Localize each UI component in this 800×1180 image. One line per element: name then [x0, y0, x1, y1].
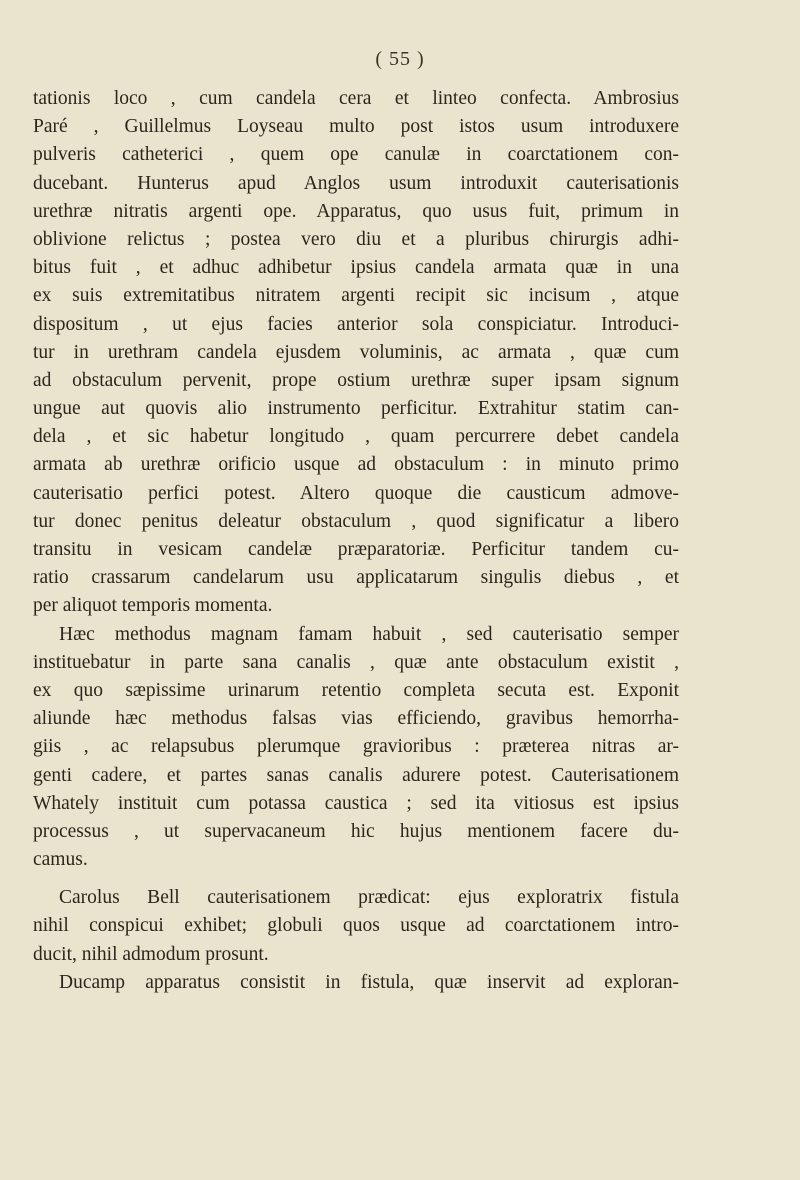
text-line: ducebant. Hunterus apud Anglos usum introduxit cauterisationis: [33, 172, 679, 194]
text-line: armata ab urethræ orificio usque ad obstaculum : in minuto primo: [33, 454, 679, 476]
text-line: tur donec penitus deleatur obstaculum , quod significatur a libero: [33, 510, 679, 532]
text-line: ungue aut quovis alio instrumento perficitur. Extrahitur statim can-: [33, 398, 679, 420]
text-line: genti cadere, et partes sanas canalis adurere potest. Cauterisationem: [33, 764, 679, 786]
text-line: ex quo sæpissime urinarum retentio completa secuta est. Exponit: [33, 679, 679, 701]
text-line: Whately instituit cum potassa caustica ; sed ita vitiosus est ipsius: [33, 792, 679, 814]
text-line: urethræ nitratis argenti ope. Apparatus, quo usus fuit, primum in: [33, 200, 679, 222]
text-line: ratio crassarum candelarum usu applicatarum singulis diebus , et: [33, 567, 679, 589]
text-line: aliunde hæc methodus falsas vias efficiendo, gravibus hemorrha-: [33, 708, 679, 730]
paragraph-gap: [33, 874, 679, 884]
page-number: ( 55 ): [375, 48, 425, 70]
text-line: giis , ac relapsubus plerumque gravioribus : præterea nitras ar-: [33, 736, 679, 758]
text-line: transitu in vesicam candelæ præparatoriæ. Perficitur tandem cu-: [33, 539, 679, 560]
text-line: bitus fuit , et adhuc adhibetur ipsius candela armata quæ in una: [33, 257, 679, 279]
body-text: [33, 85, 679, 997]
text-line: ex suis extremitatibus nitratem argenti recipit sic incisum , atque: [33, 285, 679, 307]
text-line: processus , ut supervacaneum hic hujus mentionem facere du-: [33, 820, 679, 842]
text-line: ad obstaculum pervenit, prope ostium urethræ super ipsam signum: [33, 369, 679, 391]
text-line: pulveris catheterici , quem ope canulæ in coarctationem con-: [33, 144, 679, 166]
text-line: cauterisatio perfici potest. Altero quoque die causticum admove-: [33, 482, 679, 504]
text-line: Paré , Guillelmus Loyseau multo post istos usum introduxere: [33, 116, 679, 138]
text-line: dispositum , ut ejus facies anterior sola conspiciatur. Introduci-: [33, 313, 679, 335]
text-line: Ducamp apparatus consistit in fistula, quæ inservit ad exploran-: [59, 971, 679, 993]
text-line: dela , et sic habetur longitudo , quam percurrere debet candela: [33, 426, 679, 448]
text-line: ducit, nihil admodum prosunt.: [33, 943, 269, 965]
text-line: Hæc methodus magnam famam habuit , sed cauterisatio semper: [59, 623, 679, 645]
text-line: tationis loco , cum candela cera et linteo confecta. Ambrosius: [33, 88, 679, 109]
text-line: tur in urethram candela ejusdem voluminis, ac armata , quæ cum: [33, 341, 679, 363]
text-line: Carolus Bell cauterisationem prædicat: ejus exploratrix fistula: [59, 887, 679, 909]
text-line: instituebatur in parte sana canalis , quæ ante obstaculum existit ,: [33, 651, 679, 673]
text-line: per aliquot temporis momenta.: [33, 595, 273, 617]
text-line: camus.: [33, 849, 88, 871]
text-line: nihil conspicui exhibet; globuli quos usque ad coarctationem intro-: [33, 915, 679, 937]
text-line: oblivione relictus ; postea vero diu et a pluribus chirurgis adhi-: [33, 228, 679, 250]
